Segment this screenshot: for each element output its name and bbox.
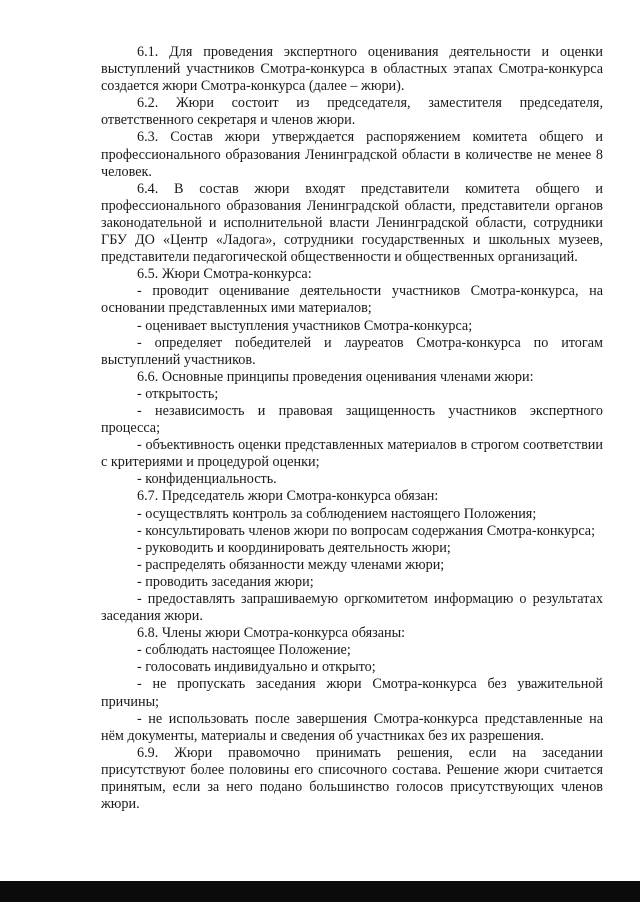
paragraph-6-9: 6.9. Жюри правомочно принимать решения, если на заседании присутствуют более половины его списочного состава. Решение жюри считается принятым, если за него подано большинство голосов присутствующих членов жюри.	[101, 744, 603, 813]
list-item: - независимость и правовая защищенность участников экспертного процесса;	[101, 402, 603, 437]
list-item: - оценивает выступления участников Смотра-конкурса;	[137, 317, 473, 334]
list-item: - объективность оценки представленных материалов в строгом соответствии с критериями и процедурой оценки;	[101, 437, 603, 471]
paragraph-6-6: 6.6. Основные принципы проведения оценивания членами жюри:	[137, 368, 534, 385]
list-item: - предоставлять запрашиваемую оргкомитетом информацию о результатах заседания жюри.	[101, 591, 603, 625]
list-item: - распределять обязанности между членами жюри;	[137, 556, 445, 573]
list-item: - проводить заседания жюри;	[137, 573, 314, 590]
paragraph-6-2: 6.2. Жюри состоит из председателя, заместителя председателя, ответственного секретаря и членов жюри.	[101, 95, 603, 129]
list-item: - голосовать индивидуально и открыто;	[137, 659, 376, 676]
list-item: - консультировать членов жюри по вопросам содержания Смотра-конкурса;	[137, 522, 596, 539]
paragraph-6-4: 6.4. В состав жюри входят представители комитета общего и профессионального образования Ленинградской области, представители органов законодательной и исполнительной власти Ленинградской области, сотрудники ГБУ ДО «Центр «Ладога», сотрудники государственных и школьных музеев, представители педагогической общественности и общественных организаций.	[101, 180, 603, 266]
paragraph-6-7: 6.7. Председатель жюри Смотра-конкурса обязан:	[137, 488, 439, 505]
list-item: - конфиденциальность.	[137, 471, 277, 488]
paragraph-6-3: 6.3. Состав жюри утверждается распоряжением комитета общего и профессионального образования Ленинградской области в количестве не менее 8 человек.	[101, 129, 603, 180]
paragraph-6-8: 6.8. Члены жюри Смотра-конкурса обязаны:	[137, 625, 406, 642]
list-item: - соблюдать настоящее Положение;	[137, 642, 351, 659]
list-item: - определяет победителей и лауреатов Смотра-конкурса по итогам выступлений участников.	[101, 334, 603, 368]
list-item: - не пропускать заседания жюри Смотра-конкурса без уважительной причины;	[101, 676, 603, 710]
document-body	[101, 44, 603, 813]
list-item: - руководить и координировать деятельность жюри;	[137, 539, 451, 556]
paragraph-6-1: 6.1. Для проведения экспертного оценивания деятельности и оценки выступлений участников Смотра-конкурса в областных этапах Смотра-конкурса создается жюри Смотра-конкурса (далее – жюри).	[101, 44, 603, 95]
list-item: - не использовать после завершения Смотра-конкурса представленные на нём документы, материалы и сведения об участниках без их разрешения.	[101, 710, 603, 744]
list-item: - осуществлять контроль за соблюдением настоящего Положения;	[137, 505, 537, 522]
list-item: - проводит оценивание деятельности участников Смотра-конкурса, на основании представленных ими материалов;	[101, 283, 603, 317]
paragraph-6-5: 6.5. Жюри Смотра-конкурса:	[137, 266, 312, 283]
list-item: - открытость;	[137, 385, 219, 402]
scan-bottom-edge	[0, 881, 640, 902]
